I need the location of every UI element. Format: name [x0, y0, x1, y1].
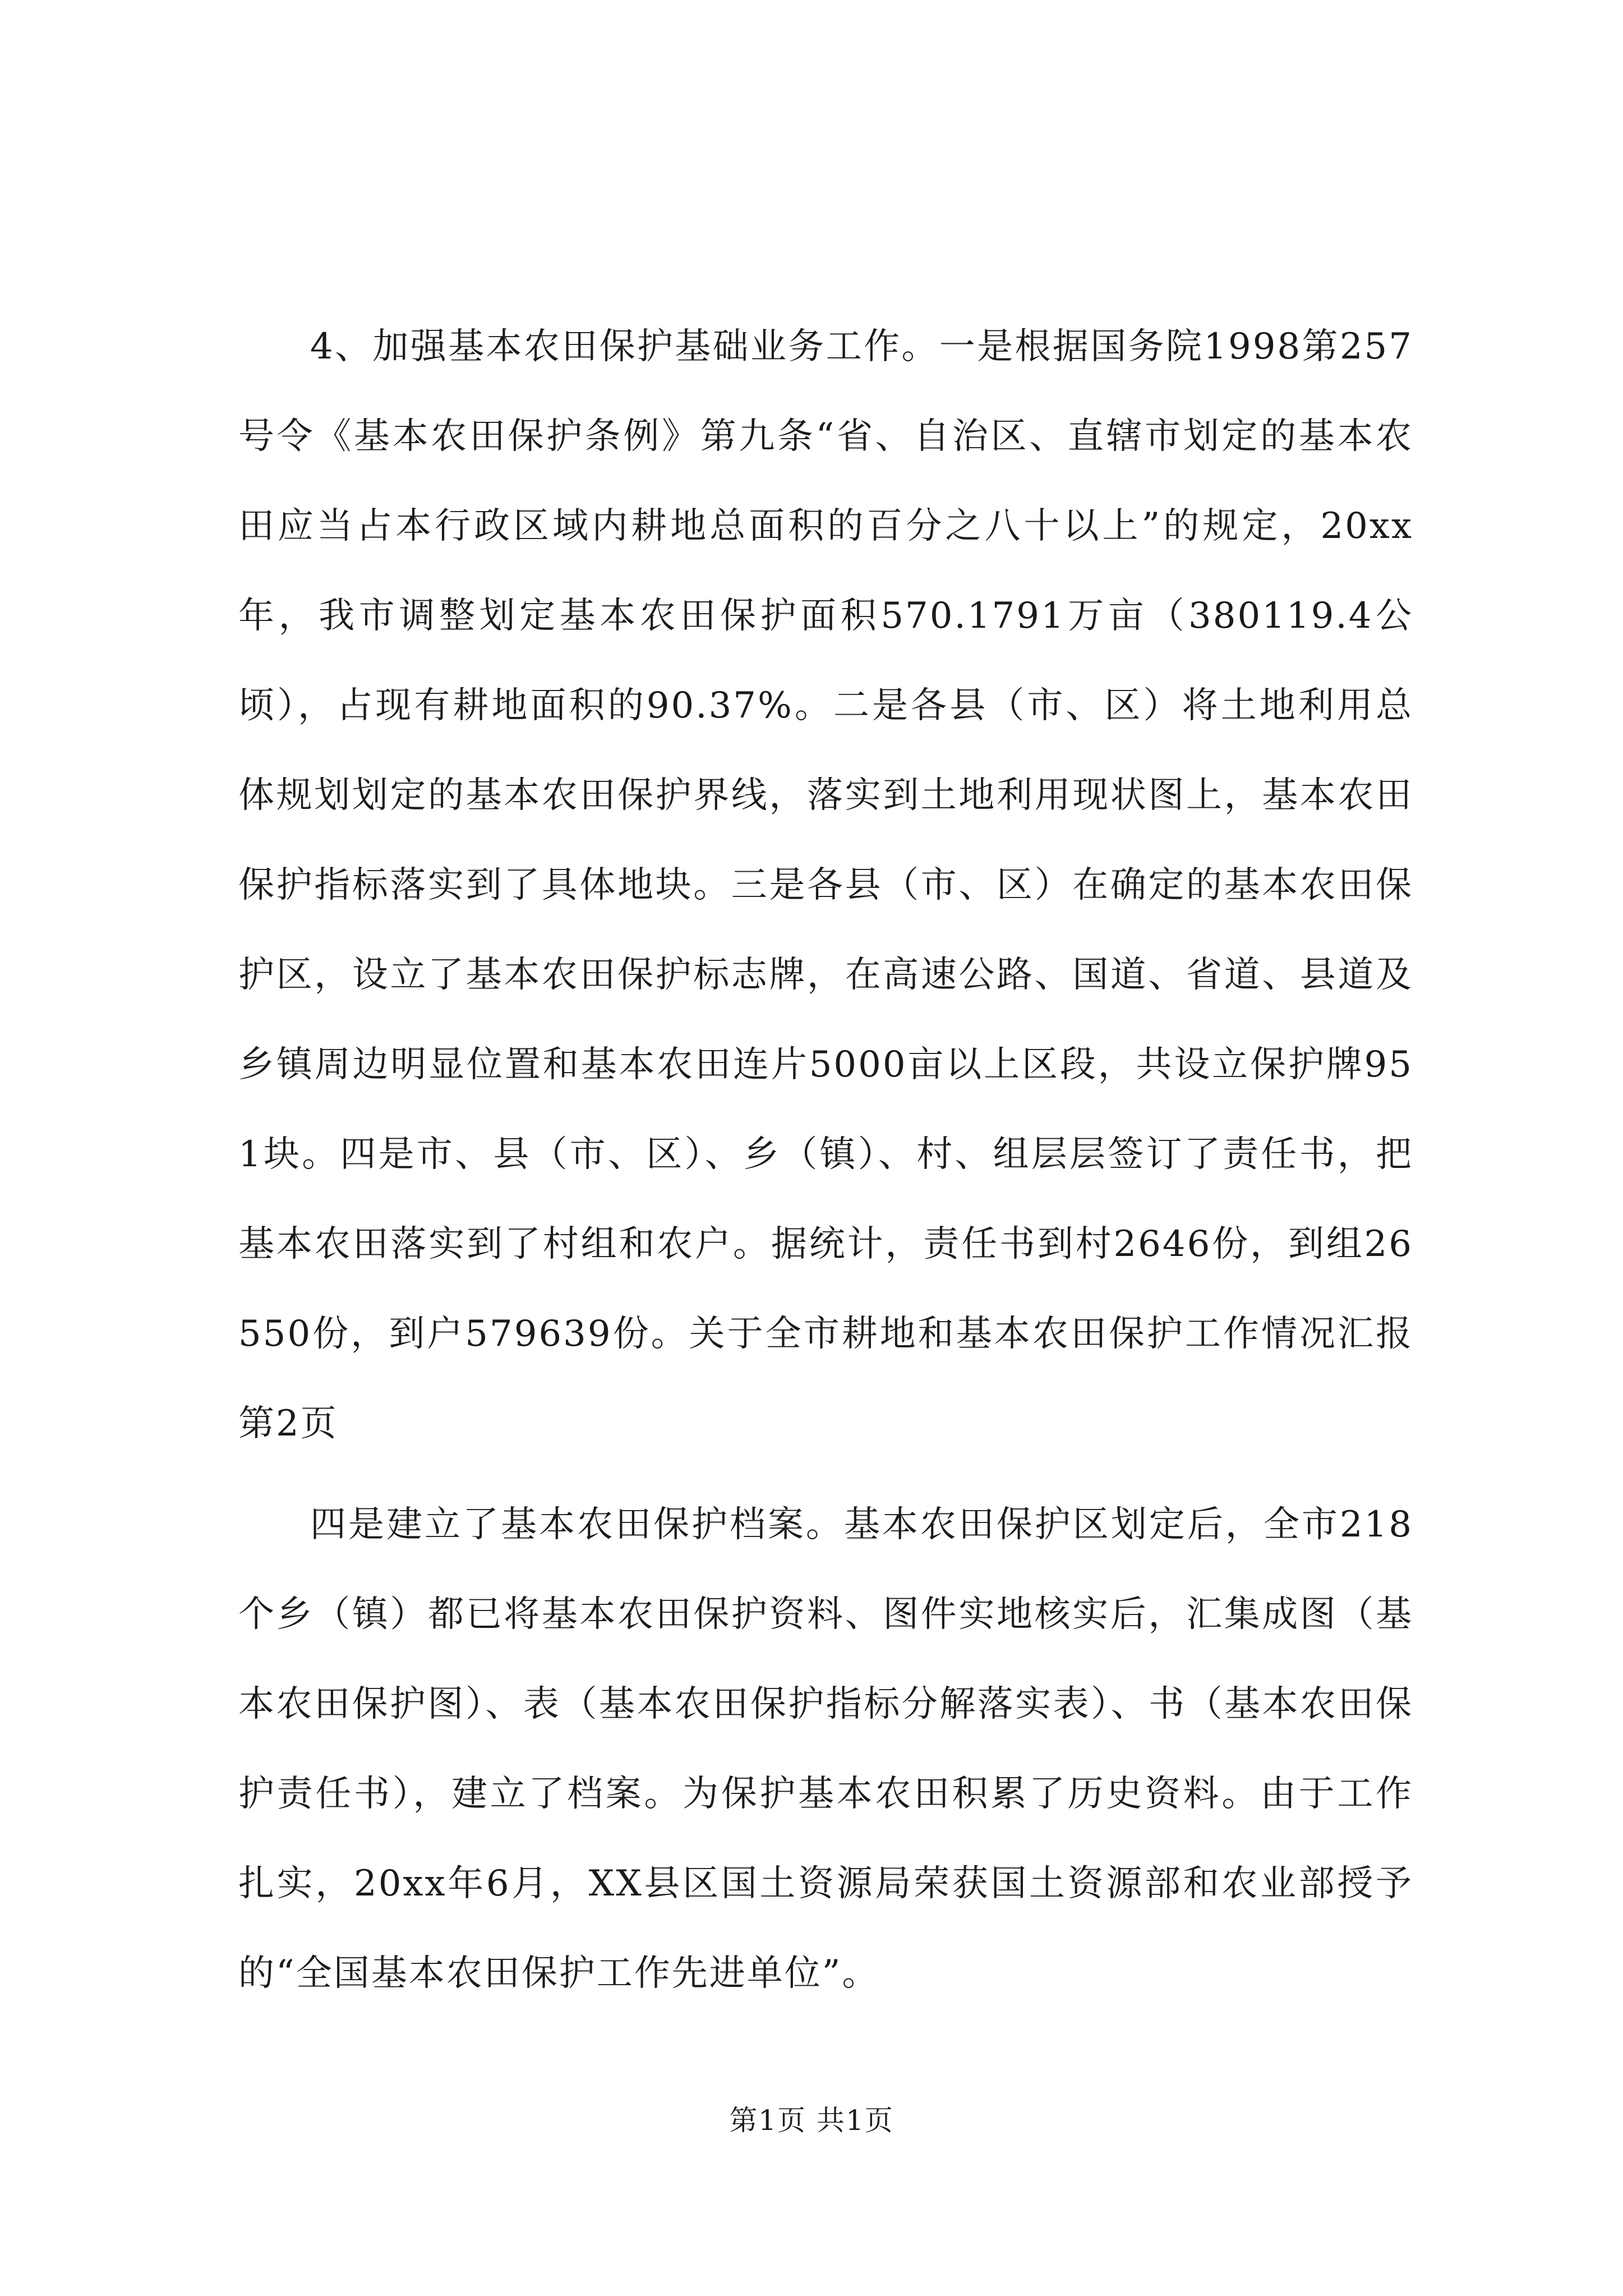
document-body: [238, 302, 1413, 2018]
page-footer: 第1页 共1页: [729, 2104, 894, 2137]
paragraph-farmland-archives: 四是建立了基本农田保护档案。基本农田保护区划定后，全市218个乡（镇）都已将基本农田保护资料、图件实地核实后，汇集成图（基本农田保护图）、表（基本农田保护指标分解落实表）、书（基本农田保护责任书），建立了档案。为保护基本农田积累了历史资料。由于工作扎实，20xx年6月，XX县区国土资源局荣获国土资源部和农业部授予的“全国基本农田保护工作先进单位”。: [238, 1504, 1413, 1994]
paragraph-farmland-protection-basics: 4、加强基本农田保护基础业务工作。一是根据国务院1998第257号令《基本农田保护条例》第九条“省、自治区、直辖市划定的基本农田应当占本行政区域内耕地总面积的百分之八十以上”的规定，20xx年，我市调整划定基本农田保护面积570.1791万亩（380119.4公顷），占现有耕地面积的90.37%。二是各县（市、区）将土地利用总体规划划定的基本农田保护界线，落实到土地利用现状图上，基本农田保护指标落实到了具体地块。三是各县（市、区）在确定的基本农田保护区，设立了基本农田保护标志牌，在高速公路、国道、省道、县道及乡镇周边明显位置和基本农田连片5000亩以上区段，共设立保护牌951块。四是市、县（市、区）、乡（镇）、村、组层层签订了责任书，把基本农田落实到了村组和农户。据统计，责任书到村2646份，到组26550份，到户579639份。关于全市耕地和基本农田保护工作情况汇报第2页: [238, 326, 1413, 1444]
